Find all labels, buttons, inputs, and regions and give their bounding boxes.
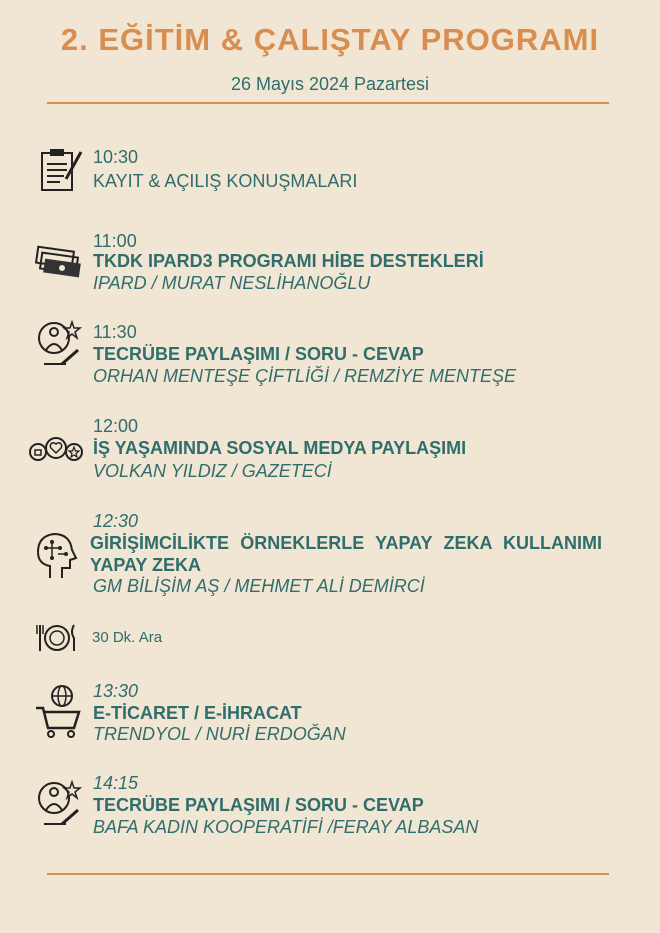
item-time: 13:30 (93, 681, 139, 701)
item-title: E-TİCARET / E-İHRACAT (93, 703, 302, 723)
item-time: 10:30 (93, 147, 139, 167)
item-speaker: ORHAN MENTEŞE ÇİFTLİĞİ / REMZİYE MENTEŞE (93, 366, 517, 386)
event-date: 26 Mayıs 2024 Pazartesi (230, 74, 430, 94)
item-speaker: TRENDYOL / NURİ ERDOĞAN (93, 724, 346, 744)
item-title: KAYIT & AÇILIŞ KONUŞMALARI (93, 171, 358, 191)
presenter-icon (36, 320, 84, 368)
item-time: 14:15 (93, 773, 139, 793)
item-title: GİRİŞİMCİLİKTE ÖRNEKLERLE YAPAY ZEKA KULLANIMI YAPAY ZEKA (90, 533, 602, 575)
item-title: TECRÜBE PAYLAŞIMI / SORU - CEVAP (93, 344, 424, 364)
money-stack-icon (34, 243, 82, 279)
page-title: 2. EĞİTİM & ÇALIŞTAY PROGRAMI (60, 22, 600, 57)
item-speaker: GM BİLİŞİM AŞ / MEHMET ALİ DEMİRCİ (93, 576, 425, 596)
item-speaker: VOLKAN YILDIZ / GAZETECİ (93, 461, 332, 481)
clipboard-icon (38, 147, 84, 193)
item-time: 12:00 (93, 416, 139, 436)
social-media-icon (28, 436, 84, 466)
presenter-icon (36, 780, 84, 828)
cart-globe-icon (34, 684, 82, 740)
bottom-divider (47, 873, 609, 875)
plate-cutlery-icon (36, 622, 78, 654)
item-time: 11:00 (93, 231, 137, 251)
item-title: TECRÜBE PAYLAŞIMI / SORU - CEVAP (93, 795, 424, 815)
item-speaker: IPARD / MURAT NESLİHANOĞLU (93, 273, 371, 293)
ai-head-icon (30, 530, 80, 580)
item-speaker: BAFA KADIN KOOPERATİFİ /FERAY ALBASAN (93, 817, 479, 837)
break-label: 30 Dk. Ara (92, 629, 163, 646)
item-title: İŞ YAŞAMINDA SOSYAL MEDYA PAYLAŞIMI (93, 438, 467, 458)
item-time: 12:30 (93, 511, 139, 531)
item-time: 11:30 (93, 322, 137, 342)
item-title: TKDK IPARD3 PROGRAMI HİBE DESTEKLERİ (93, 251, 484, 271)
top-divider (47, 102, 609, 104)
